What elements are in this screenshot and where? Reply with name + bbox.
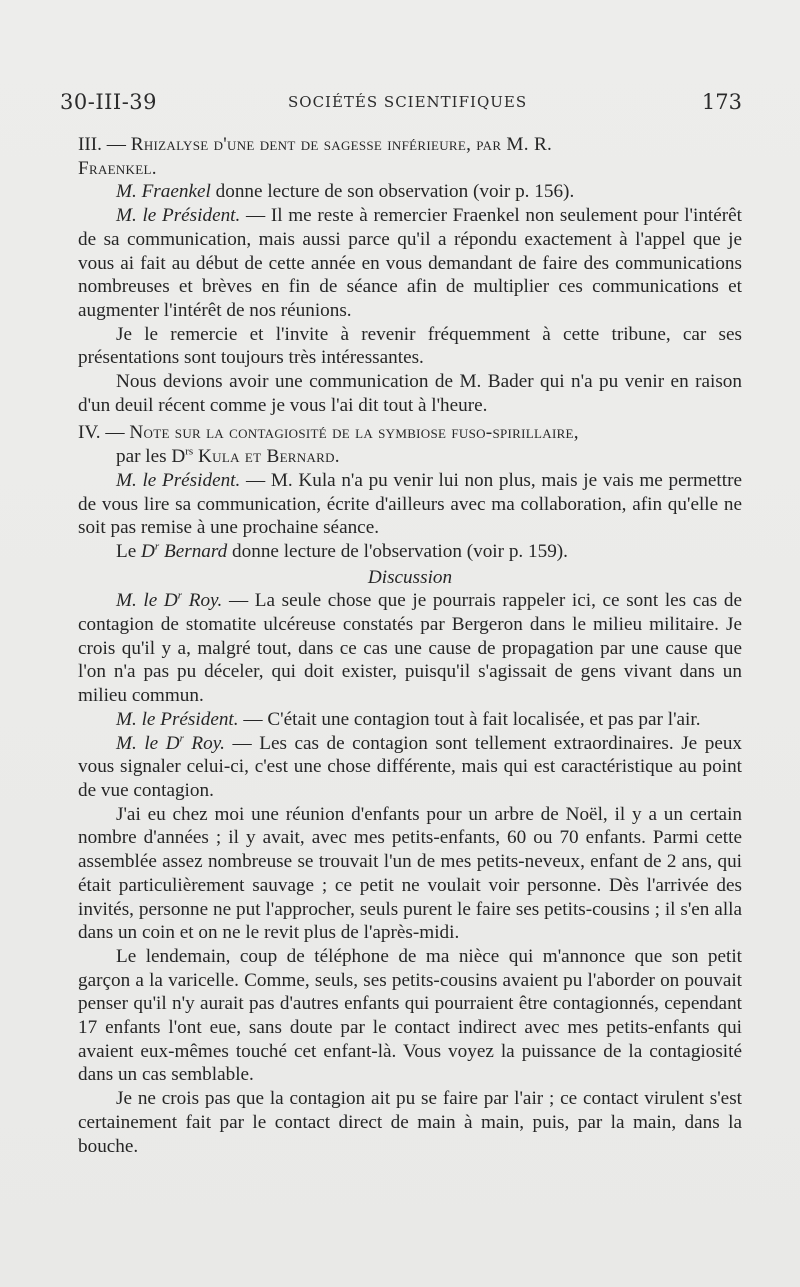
paragraph-text: donne lecture de l'observation (voir p. 159).: [232, 540, 568, 562]
paragraph: Nous devions avoir une communication de M. Bader qui n'a pu venir en raison d'un deuil récent comme je vous l'ai dit tout à l'heure.: [78, 371, 742, 416]
paragraph-prefix: Le: [116, 540, 137, 562]
paragraph: [78, 204, 742, 323]
authors-names: Kula et Bernard.: [198, 446, 340, 468]
section-number: IV. —: [78, 422, 125, 444]
section-iv-heading: [78, 421, 742, 468]
speaker-name: Roy.: [188, 590, 223, 612]
speaker: M. le Président.: [116, 708, 239, 730]
section-authors: [78, 446, 340, 467]
speaker: M. le D: [116, 732, 180, 754]
speaker: M. le D: [116, 590, 178, 612]
paragraph: J'ai eu chez moi une réunion d'enfants pour un arbre de Noël, il y a un certain nombre d'années ; il y avait, avec mes petits-enfants, 60 ou 70 enfants. Parmi cette assemblée assez nombreuse se trouvait l'un de mes petits-neveux, enfant de 2 ans, qui était particulièrement sauvage ; ce petit ne voulait voir personne. Dès l'arrivée des invités, personne ne put l'approcher, seuls purent le faire ses petits-cousins ; il s'en alla dans un coin et on ne le revit plus de l'après-midi.: [78, 803, 742, 944]
paragraph: [78, 589, 742, 708]
doctor-abbrev: D: [141, 540, 155, 562]
paragraph: [78, 180, 742, 204]
paragraph-text: — La seule chose que je pourrais rappeler ici, ce sont les cas de contagion de stomatite ulcéreuse constatés par Bergeron dans le milieu militaire. Je crois qu'il y a, malgré tout, dans ce cas une cause de propagation par une cause que l'on n'a pas pu déceler, qui doit exister, puisqu'il s'agissait de gens vivant dans un milieu commun.: [78, 590, 743, 707]
authors-prefix: par les D: [116, 446, 186, 468]
paragraph: [78, 540, 742, 564]
section-title-cont: Fraenkel.: [78, 157, 157, 179]
section-number: III. —: [78, 134, 126, 155]
page-number: 173: [701, 90, 742, 114]
speaker: M. le Président.: [116, 205, 241, 227]
paragraph: Je le remercie et l'invite à revenir fréquemment à cette tribune, car ses présentations sont toujours très intéressantes.: [78, 323, 742, 369]
paragraph-text: — M. Kula n'a pu venir lui non plus, mais je vais me permettre de vous lire sa communication, écrite d'ailleurs avec ma collaboration, afin qu'elle ne soit pas remise à une prochaine séance.: [78, 469, 742, 539]
header-date: 30-III-39: [60, 90, 158, 114]
page-body: [78, 133, 742, 1158]
discussion-heading: Discussion: [367, 566, 453, 588]
paragraph: Le lendemain, coup de téléphone de ma nièce qui m'annonce que son petit garçon a la varicelle. Comme, seuls, ses petits-cousins avaient pu l'aborder on pouvait penser qu'il n'y aurait pas d'autres enfants qui pourraient être contagionnés, cependant 17 enfants l'ont eue, sans doute par le contact indirect avec mes petits-enfants qui avaient eux-mêmes touché cet enfant-là. Vous voyez la puissance de la contagiosité dans un cas semblable.: [78, 945, 742, 1086]
paragraph: [78, 732, 742, 803]
paragraph-text: donne lecture de son observation (voir p. 156).: [215, 181, 575, 203]
superscript: r: [179, 732, 184, 745]
paragraph: [78, 708, 742, 732]
superscript: r: [154, 540, 160, 553]
running-header: [60, 90, 742, 120]
section-title: Rhizalyse d'une dent de sagesse inférieure, par M. R.: [130, 134, 553, 155]
paragraph-text: — Les cas de contagion sont tellement extraordinaires. Je peux vous signaler celui-ci, c'est une chose différente, mais qui est caractéristique au point de vue contagion.: [78, 732, 743, 801]
section-title: Note sur la contagiosité de la symbiose fuso-spirillaire,: [129, 422, 579, 444]
paragraph: Je ne crois pas que la contagion ait pu se faire par l'air ; ce contact virulent s'est certainement fait par le contact direct de main à main, puis, par la main, dans la bouche.: [78, 1088, 742, 1157]
section-iii-heading: [78, 133, 742, 180]
paragraph-text: — Il me reste à remercier Fraenkel non seulement pour l'intérêt de sa communication, mais aussi parce qu'il a répondu exactement à l'appel que je vous ai fait au début de cette année en vous demandant de faire des communications nombreuses et brèves en fin de séance afin de multiplier ces communications et augmenter l'intérêt de nos réunions.: [78, 205, 742, 321]
paragraph-text: — C'était une contagion tout à fait localisée, et pas par l'air.: [243, 708, 701, 730]
speaker: M. Fraenkel: [116, 181, 211, 203]
paragraph: [78, 469, 742, 540]
superscript: rs: [185, 445, 194, 458]
header-title: SOCIÉTÉS SCIENTIFIQUES: [288, 93, 528, 111]
speaker: M. le Président.: [116, 469, 241, 491]
speaker: Bernard: [163, 540, 228, 562]
superscript: r: [177, 589, 183, 602]
speaker-name: Roy.: [191, 732, 225, 754]
